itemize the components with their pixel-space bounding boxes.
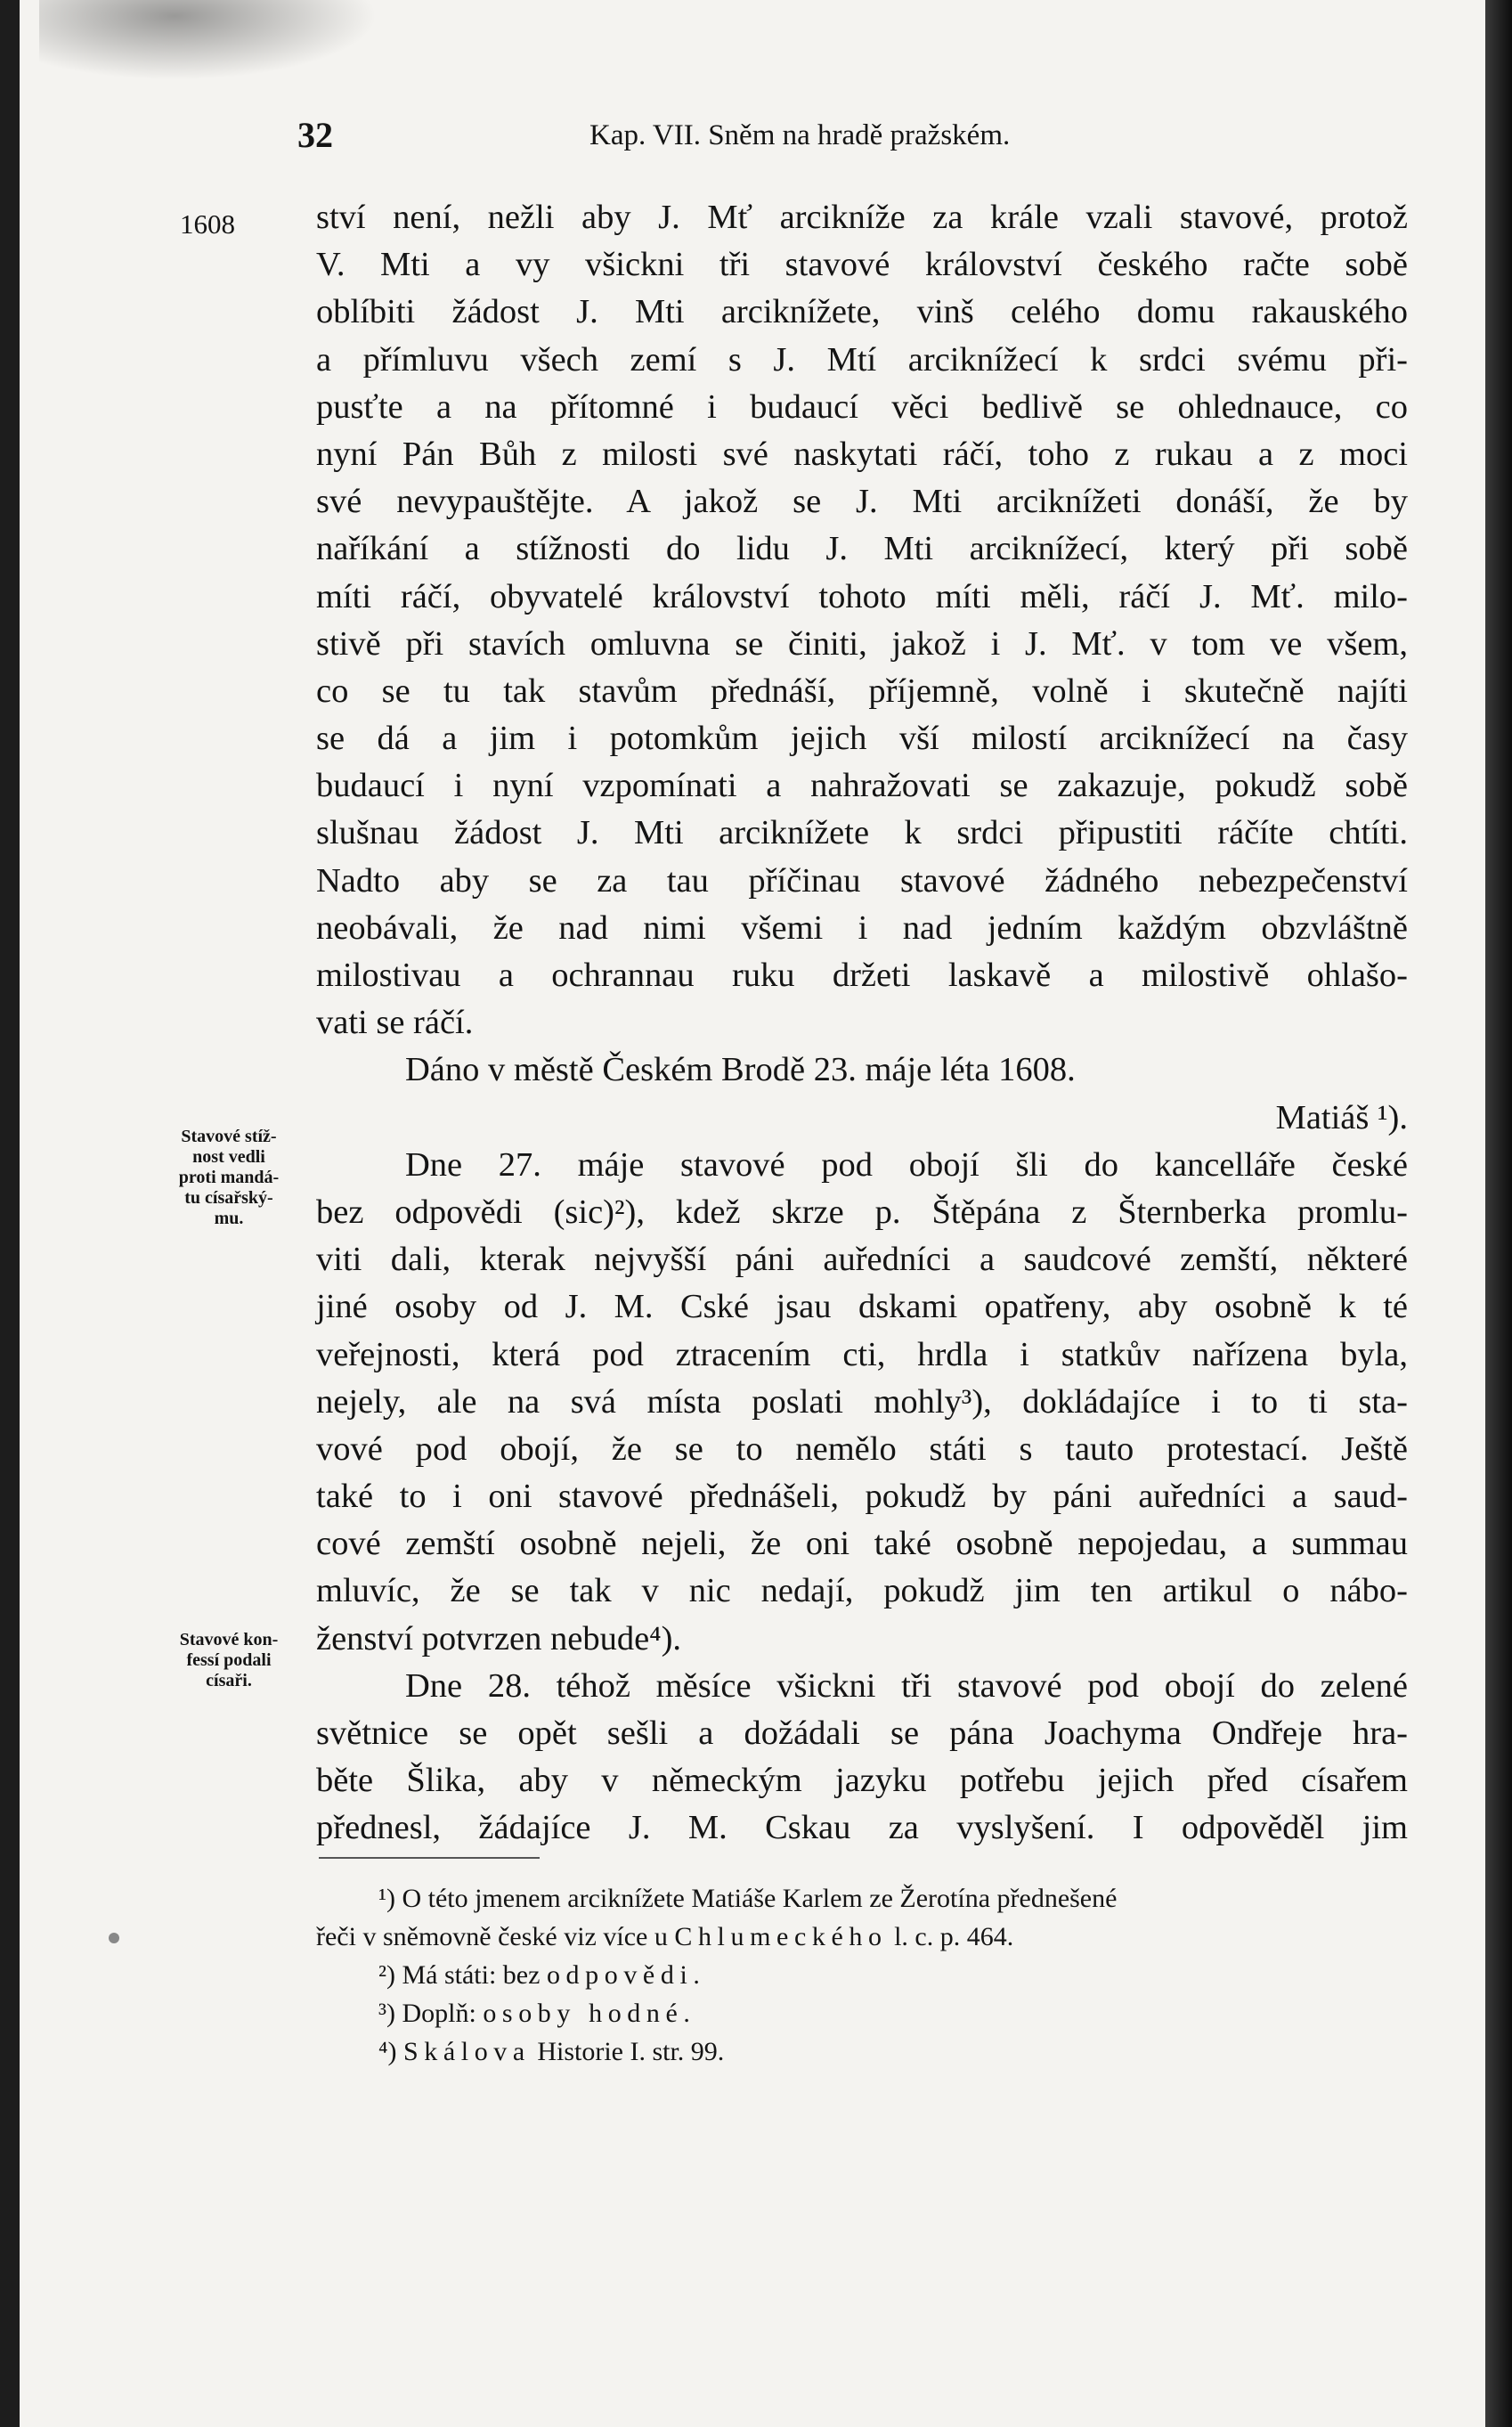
sidenote-confession [153,1630,305,1691]
body-line: světnice se opět sešli a dožádali se pána Joachyma Ondřeje hra- [316,1714,1408,1752]
footnote-rule [319,1857,540,1859]
page-header [20,114,1487,159]
body-line: vati se ráčí. [316,1004,474,1042]
book-page [20,0,1487,2427]
body-line: se dá a jim i potomkům jejich vší milostí arciknížecí na časy [316,720,1408,758]
sidenote-line: mu. [214,1209,244,1228]
sidenote-line: tu císařský- [184,1188,273,1208]
body-line: nyní Pán Bůh z milosti své naskytati ráčí, toho z rukau a z moci [316,435,1408,473]
body-line: své nevypauštějte. A jakož se J. Mti arciknížeti donáší, že by [316,483,1408,521]
signature-line: Matiáš ¹). [1275,1098,1408,1136]
sidenote-line: Stavové stíž- [181,1127,277,1146]
body-line: budaucí i nyní vzpomínati a nahražovati se zakazuje, pokudž sobě [316,767,1408,805]
body-line: stivě při stavích omluvna se činiti, jakož i J. Mť. v tom ve všem, [316,624,1408,663]
corner-smudge [39,0,378,80]
body-line: míti ráčí, obyvatelé království tohoto míti měli, ráčí J. Mť. milo- [316,577,1408,615]
sidenote-line: fessí podali [186,1650,272,1670]
body-line: V. Mti a vy všickni tři stavové království českého račte sobě [316,246,1408,284]
sidenote-line: proti mandá- [178,1168,280,1187]
body-line: jiné osoby od J. M. Cské jsau dskami opatřeny, aby osobně k té [316,1288,1408,1326]
body-line: ství není, nežli aby J. Mť arcikníže za krále vzali stavové, protož [316,199,1408,236]
body-line: co se tu tak stavům přednáší, příjemně, volně i skutečně najíti [316,672,1408,710]
body-line: také to i oni stavové přednášeli, pokudž by páni auředníci a saud- [316,1478,1408,1516]
footnote-2: ²) Má státi: bez odpovědi. [378,1960,706,1990]
dated-line: Dáno v městě Českém Brodě 23. máje léta 1608. [405,1051,1076,1089]
body-line: veřejnosti, která pod ztracením cti, hrdla i statkův nařízena byla, [316,1335,1408,1373]
body-line: mluvíc, že se tak v nic nedají, pokudž jim ten artikul o nábo- [316,1572,1408,1610]
margin-year: 1608 [180,208,235,240]
body-line: Dne 27. máje stavové pod obojí šli do kancelláře české [405,1145,1408,1184]
sidenote-line: císaři. [206,1671,252,1690]
footnote-1: ¹) O této jmenem arciknížete Matiáše Karlem ze Žerotína přednešené [378,1884,1118,1913]
body-line: naříkání a stížnosti do lidu J. Mti arciknížecí, který při sobě [316,530,1408,568]
body-line: bez odpovědi (sic)²), kdež skrze p. Štěpána z Šternberka promlu- [316,1193,1408,1231]
body-line: přednesl, žádajíce J. M. Cskau za vyslyšení. I odpověděl jim [316,1809,1408,1847]
body-line: oblíbiti žádost J. Mti arciknížete, vinš celého domu rakauského [316,293,1408,331]
body-line: Dne 28. téhož měsíce všickni tři stavové pod obojí do zelené [405,1666,1408,1705]
page-edge-shadow [1485,0,1512,2427]
body-line: ženství potvrzen nebude⁴). [316,1619,682,1657]
body-line: viti dali, kterak nejvyšší páni auředníci a saudcové zemští, některé [316,1241,1408,1279]
ink-dot [109,1933,119,1943]
body-line: vové pod obojí, že se to nemělo státi s tauto protestací. Ještě [316,1429,1408,1468]
body-line: pusťte a na přítomné i budaucí věci bedlivě se ohlednauce, co [316,387,1408,426]
body-line: běte Šlika, aby v německým jazyku potřebu jejich před císařem [316,1762,1408,1800]
body-line: a přímluvu všech zemí s J. Mtí arciknížecí k srdci svému při- [316,340,1408,379]
sidenote-line: Stavové kon- [179,1630,279,1649]
body-line: nejely, ale na svá místa poslati mohly³), dokládajíce i to ti sta- [316,1382,1408,1421]
body-line: Nadto aby se za tau příčinau stavové žádného nebezpečenství [316,861,1408,900]
footnote-3: ³) Doplň: osoby hodné. [378,1999,696,2028]
running-head: Kap. VII. Sněm na hradě pražském. [589,119,1011,151]
body-line: cové zemští osobně nejeli, že oni také osobně nepojedau, a summau [316,1525,1408,1563]
footnote-4: ⁴) Skálova Historie I. str. 99. [378,2037,725,2066]
footnote-1-continued: řeči v sněmovně české viz více u Chlumeckého l. c. p. 464. [316,1922,1014,1951]
footnotes [316,1879,1408,2071]
sidenote-line: nost vedli [192,1147,265,1167]
page-number: 32 [297,115,333,155]
sidenote-complaint [153,1127,305,1229]
body-line: milostivau a ochrannau ruku držeti laskavě a milostivě ohlašo- [316,957,1408,994]
body-text [316,194,1408,1853]
body-line: slušnau žádost J. Mti arciknížete k srdci připustiti ráčíte chtíti. [316,814,1408,852]
body-line: neobávali, že nad nimi všemi i nad jedním každým obzvláštně [316,908,1408,947]
